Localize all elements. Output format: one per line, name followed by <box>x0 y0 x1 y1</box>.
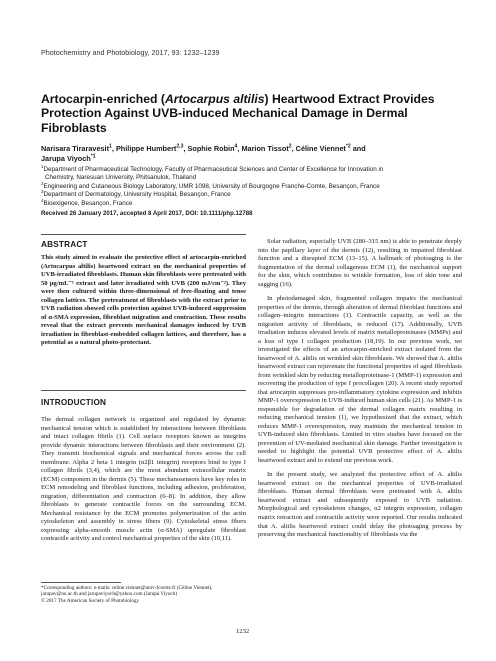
author-list <box>41 144 461 163</box>
body-paragraph: In photodamaged skin, fragmented collagen impairs the mechanical properties of the dermis, through alteration of dermal fibroblast functions and collagen–integrin interactions (1). Contractile capacity, as well as the migration activity of fibroblasts, is reduced (17). Additionally, UVB irradiation induces elevated levels of matrix metalloproteinases (MMPs) and a loss of type I collagen production (18,19). In our previous work, we investigated the effects of an artocarpin-enriched extract isolated from the heartwood of A. altilis on wrinkled skin fibroblasts. We showed that A. altilis heartwood extract can rejuvenate the functional properties of aged fibroblasts from wrinkled skin by reducing metalloproteinase-1 (MMP-1) expression and recovering the production of type I procollagen (20). A recent study reported that artocarpin suppresses pro-inflammatory cytokine expression and inhibits MMP-1 overexpression in UVB-induced human skin cells (21). As MMP-1 is responsible for degradation of the dermal collagen matrix resulting in reducing mechanical tension (1), we hypothesized that the extract, which reduces MMP-1 overexpression, may maintain the mechanical tension in UVB-induced skin fibroblasts. Limited in vitro studies have focused on the prevention of UV-mediated mechanical skin damage. Further investigation is needed to highlight the potential UVB protective effect of A. altilis heartwood extract and to extend our previous work. <box>258 295 462 464</box>
abstract-body <box>41 254 246 354</box>
author-separator: and <box>350 144 366 153</box>
author-name: Philippe Humbert <box>115 144 177 153</box>
introduction-paragraph: The dermal collagen network is organized and regulated by dynamic mechanical tension which is established by interactions between fibroblasts and intact collagen fibrils (1). Cell surface receptors known as integrins provide dynamic interactions between fibroblasts and their environment (2). They transmit biochemical signals and mechanical forces across the cell membrane. Alpha 2 beta 1 integrin (α2β1 integrin) receptors bind to type I collagen fibrils (3,4), which are the most abundant extracellular matrix (ECM) component in the dermis (5). These mechanosensors have key roles in ECM remodeling and fibroblast functions, including adhesion, proliferation, migration, differentiation and contraction (6–8). In addition, they allow fibroblasts to generate contractile forces on the surrounding ECM. Mechanical resistance by the ECM promotes polymerization of the actin cytoskeleton and assembly in stress fibers (9). Cytoskeletal stress fibers expressing alpha-smooth muscle actin (α-SMA) upregulate fibroblast contractile activity and control mechanical properties of the skin (10,11). <box>41 416 246 543</box>
author-name: Sophie Robin <box>187 144 235 153</box>
author <box>188 144 242 153</box>
affiliation-mark: 3 <box>41 189 44 195</box>
author-affiliation-mark: 1 <box>109 143 112 150</box>
body-paragraph: In the present study, we analyzed the protective effect of A. altilis heartwood extract on the mechanical properties of UVB-irradiated fibroblasts. Human dermal fibroblasts were pretreated with A. altilis heartwood extract and subsequently exposed to UVB radiation. Morphological and cytoskeleton changes, α2 integrin expression, collagen matrix retraction and contractile activity were reported. Our results indicated that A. altilis heartwood extract could delay the photoaging process by preserving the mechanical functionality of fibroblasts via the <box>258 471 462 539</box>
author-affiliation-mark: 4 <box>234 143 238 150</box>
author-affiliation-mark: *2 <box>345 143 351 150</box>
affiliation-text: Department of Dermatology, University Hospital, Besançon, France <box>43 191 231 199</box>
author-separator: , <box>111 144 116 153</box>
author-affiliation-mark: *1 <box>90 153 96 160</box>
author-separator: , <box>291 144 296 153</box>
author-affiliation-mark: 2,3 <box>176 143 184 150</box>
author-separator: , <box>183 144 188 153</box>
introduction-heading: INTRODUCTION <box>41 398 107 407</box>
affiliation-mark: 2 <box>41 180 44 186</box>
corresponding-authors-note: *Corresponding authors: e-mails: celine.viennet@univ-fcomte.fr (Céline Viennet), jarupav@nu.ac.th and jarupaviyoch@yahoo.com (Jarupa Viyoch) <box>41 585 213 598</box>
footnote-rule <box>41 582 121 583</box>
affiliation-text: Department of Pharmaceutical Technology, Faculty of Pharmaceutical Sciences and Center of Excellence for Innovation in <box>43 166 384 173</box>
affiliation-line <box>41 174 471 182</box>
title-part-2: ) Heartwood Extract Provides Protection Against UVB-induced Mechanical Damage in Dermal Fibroblasts <box>41 92 435 135</box>
affiliation-mark: 1 <box>41 163 44 169</box>
right-column-body <box>258 238 462 546</box>
author-affiliation-mark: 2 <box>288 143 292 150</box>
affiliation-mark: 4 <box>41 197 44 203</box>
author-name: Céline Viennet <box>295 144 346 153</box>
author-name: Marion Tissot <box>241 144 289 153</box>
affiliation-text: Chemistry, Naresuan University, Phitsanulok, Thailand <box>45 174 197 182</box>
abstract-heading: ABSTRACT <box>41 240 88 249</box>
footnote <box>41 585 246 604</box>
author <box>241 144 295 153</box>
affiliation-line <box>41 180 471 191</box>
author-name: Narisara Tiraravesit <box>41 144 110 153</box>
author <box>296 144 366 153</box>
author <box>41 144 116 153</box>
title-part-1: Artocarpin-enriched ( <box>41 92 165 106</box>
affiliations <box>41 163 471 208</box>
title-italic-species: Artocarpus altilis <box>164 92 265 106</box>
article-title <box>41 92 461 135</box>
copyright-note: © 2017 The American Society of Photobiology <box>41 597 140 604</box>
affiliation-text: Bioexigence, Besançon, France <box>43 199 133 207</box>
author-separator: , <box>237 144 242 153</box>
affiliation-line <box>41 163 471 174</box>
affiliation-line <box>41 191 471 199</box>
abstract-top-rule <box>41 234 246 235</box>
introduction-body <box>41 416 246 550</box>
abstract-text: This study aimed to evaluate the protective effect of artocarpin-enriched (Artocarpus altilis) heartwood extract on the mechanical properties of UVB-irradiated fibroblasts. Human skin fibroblasts were pretreated with 50 µg/mL⁻¹ extract and later irradiated with UVB (200 mJ/cm⁻²). They were then cultured within three-dimensional of free-floating and tense collagen lattices. The pretreatment of fibroblasts with the extract prior to UVB radiation showed cells protection against UVB-induced suppression of α-SMA expression, fibroblast migration and contraction. These results reveal that the extract prevents mechanical damages induced by UVB irradiation in fibroblast-embedded collagen lattices, and therefore, has a potential as a natural photo-protectant. <box>41 254 246 347</box>
affiliation-line <box>41 197 471 208</box>
received-dates-doi: Received 26 January 2017, accepted 8 April 2017, DOI: 10.1111/php.12788 <box>41 210 253 217</box>
affiliation-text: Engineering and Cutaneous Biology Laboratory, UMR 1098, University of Bourgogne Franche-Comte, Besançon, France <box>43 182 380 190</box>
author <box>41 154 96 163</box>
author <box>116 144 188 153</box>
journal-citation: Photochemistry and Photobiology, 2017, 93: 1232–1239 <box>41 48 220 57</box>
author-name: Jarupa Viyoch <box>41 153 91 163</box>
body-paragraph: Solar radiation, especially UVB (280–315 nm) is able to penetrate deeply into the papillary layer of the dermis (12), resulting in impaired fibroblast function and a disrupted ECM (13–15). A hallmark of photoaging is the fragmentation of the dermal collagenous ECM (1), the mechanical support for the skin, which contributes to wrinkle formation, loss of skin tone and sagging (16). <box>258 238 462 288</box>
abstract-bottom-rule <box>41 390 246 391</box>
page-number: 1232 <box>236 628 250 635</box>
